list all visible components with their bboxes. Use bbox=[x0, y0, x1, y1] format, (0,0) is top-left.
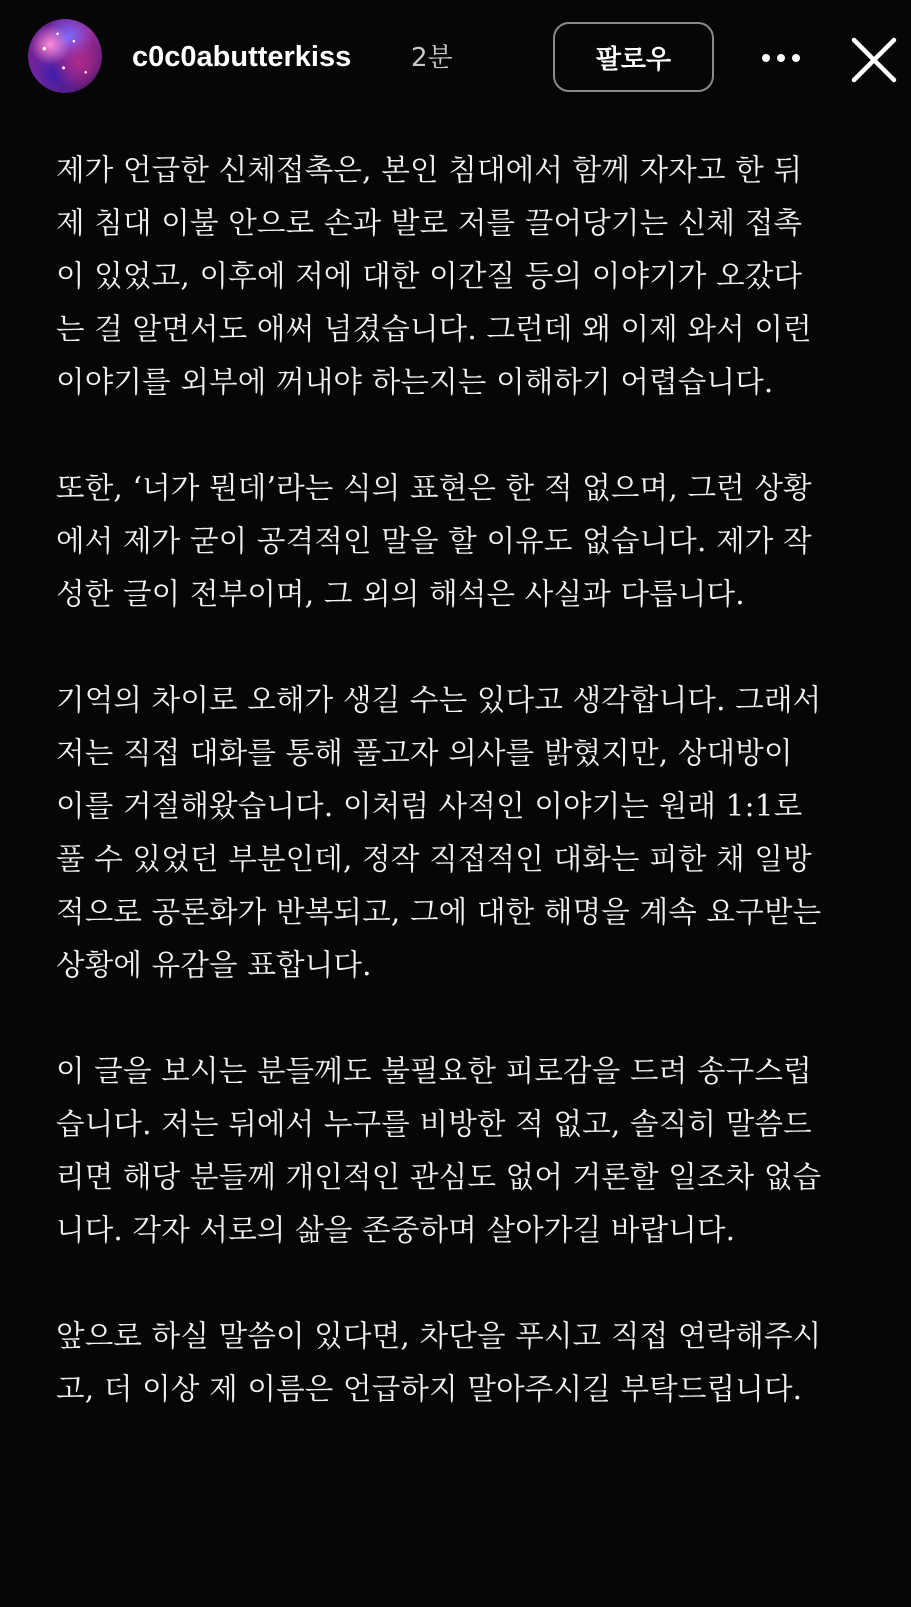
close-button[interactable] bbox=[846, 32, 902, 88]
story-header bbox=[0, 0, 911, 116]
story-paragraph-5: 앞으로 하실 말씀이 있다면, 차단을 푸시고 직접 연락해주시 고, 더 이상 제 이름은 언급하지 말아주시길 부탁드립니다. bbox=[56, 1319, 822, 1406]
close-icon bbox=[850, 36, 898, 84]
post-timestamp: 2분 bbox=[411, 43, 453, 73]
profile-avatar[interactable] bbox=[28, 19, 102, 93]
more-options-button[interactable] bbox=[756, 36, 806, 80]
story-text-body bbox=[56, 144, 886, 1469]
follow-button[interactable]: 팔로우 bbox=[553, 22, 714, 92]
story-paragraph-2: 또한, ‘너가 뭔데’라는 식의 표현은 한 적 없으며, 그런 상황 에서 제가 굳이 공격적인 말을 할 이유도 없습니다. 제가 작 성한 글이 전부이며, 그 외의 해석은 사실과 다릅니다. bbox=[56, 471, 812, 611]
story-paragraph-1: 제가 언급한 신체접촉은, 본인 침대에서 함께 자자고 한 뒤 제 침대 이불 안으로 손과 발로 저를 끌어당기는 신체 접촉 이 있었고, 이후에 저에 대한 이간질 등의 이야기가 오갔다 는 걸 알면서도 애써 넘겼습니다. 그런데 왜 이제 와서 이런 이야기를 외부에 꺼내야 하는지는 이해하기 어렵습니다. bbox=[56, 153, 812, 399]
story-paragraph-4: 이 글을 보시는 분들께도 불필요한 피로감을 드려 송구스럽 습니다. 저는 뒤에서 누구를 비방한 적 없고, 솔직히 말씀드 리면 해당 분들께 개인적인 관심도 없어 거론할 일조차 없습 니다. 각자 서로의 삶을 존중하며 살아가길 바랍니다. bbox=[56, 1054, 822, 1247]
more-horizontal-icon bbox=[761, 53, 801, 63]
story-paragraph-3: 기억의 차이로 오해가 생길 수는 있다고 생각합니다. 그래서 저는 직접 대화를 통해 풀고자 의사를 밝혔지만, 상대방이 이를 거절해왔습니다. 이처럼 사적인 이야기는 원래 1:1로 풀 수 있었던 부분인데, 정작 직접적인 대화는 피한 채 일방 적으로 공론화가 반복되고, 그에 대한 해명을 계속 요구받는 상황에 유감을 표합니다. bbox=[56, 683, 822, 982]
username[interactable]: c0c0abutterkiss bbox=[132, 41, 352, 73]
